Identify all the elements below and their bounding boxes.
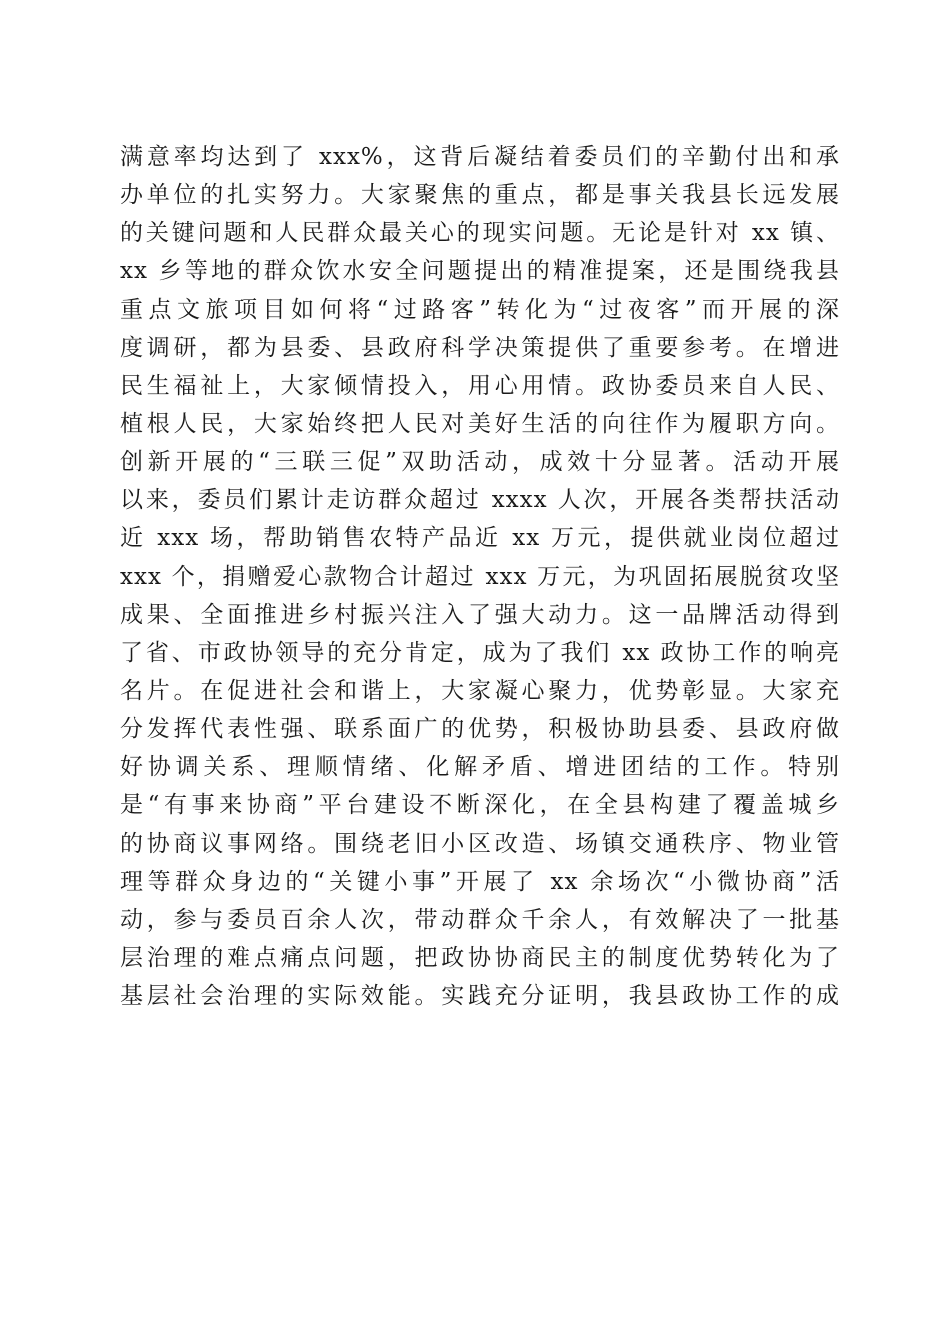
text-line: 了省、市政协领导的充分肯定，成为了我们 xx 政协工作的响亮 [120,639,840,666]
text-line: xx 乡等地的群众饮水安全问题提出的精准提案，还是围绕我县 [120,258,840,285]
text-line: 层治理的难点痛点问题，把政协协商民主的制度优势转化为了 [120,944,840,971]
text-line: 创新开展的“三联三促”双助活动，成效十分显著。活动开展 [120,449,840,476]
text-line: 度调研，都为县委、县政府科学决策提供了重要参考。在增进 [120,334,840,361]
text-line: xxx 个，捐赠爱心款物合计超过 xxx 万元，为巩固拓展脱贫攻坚 [120,563,840,590]
text-line: 办单位的扎实努力。大家聚焦的重点，都是事关我县长远发展 [120,182,840,209]
text-line: 是“有事来协商”平台建设不断深化，在全县构建了覆盖城乡 [120,792,840,819]
text-line: 植根人民，大家始终把人民对美好生活的向往作为履职方向。 [120,410,840,437]
text-line: 近 xxx 场，帮助销售农特产品近 xx 万元，提供就业岗位超过 [120,525,840,552]
body-paragraph [120,138,840,1015]
text-line: 名片。在促进社会和谐上，大家凝心聚力，优势彰显。大家充 [120,677,840,704]
text-line: 的关键问题和人民群众最关心的现实问题。无论是针对 xx 镇、 [120,220,840,247]
text-line: 基层社会治理的实际效能。实践充分证明，我县政协工作的成 [120,983,840,1010]
text-line: 成果、全面推进乡村振兴注入了强大动力。这一品牌活动得到 [120,601,840,628]
text-line: 好协调关系、理顺情绪、化解矛盾、增进团结的工作。特别 [120,754,840,781]
text-line: 分发挥代表性强、联系面广的优势，积极协助县委、县政府做 [120,716,840,743]
text-line: 民生福祉上，大家倾情投入，用心用情。政协委员来自人民、 [120,372,840,399]
text-line: 理等群众身边的“关键小事”开展了 xx 余场次“小微协商”活 [120,868,840,895]
text-line: 重点文旅项目如何将“过路客”转化为“过夜客”而开展的深 [120,296,840,323]
text-line: 以来，委员们累计走访群众超过 xxxx 人次，开展各类帮扶活动 [120,487,840,514]
text-line: 满意率均达到了 xxx%，这背后凝结着委员们的辛勤付出和承 [120,144,840,170]
text-line: 的协商议事网络。围绕老旧小区改造、场镇交通秩序、物业管 [120,830,840,857]
text-line: 动，参与委员百余人次，带动群众千余人，有效解决了一批基 [120,906,840,933]
